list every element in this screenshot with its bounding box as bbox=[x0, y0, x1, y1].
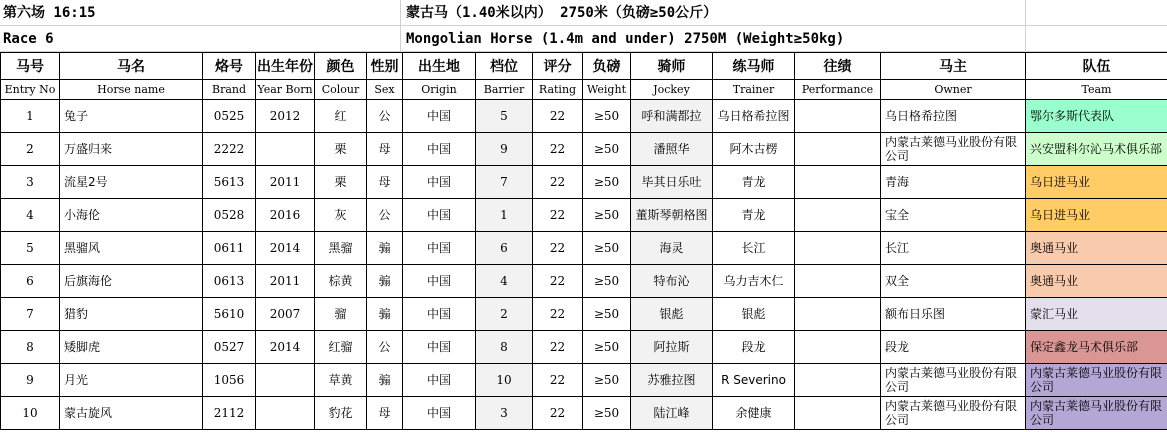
performance-cell[interactable] bbox=[795, 100, 881, 133]
column-header-cn[interactable]: 马名 bbox=[60, 53, 203, 80]
empty-cell[interactable] bbox=[1026, 26, 1167, 52]
column-header-en[interactable]: Brand bbox=[203, 80, 256, 100]
brand-cell[interactable]: 0525 bbox=[203, 100, 256, 133]
colour-cell[interactable]: 骝 bbox=[315, 298, 367, 331]
trainer-cell[interactable]: 青龙 bbox=[713, 199, 795, 232]
entry-no-cell[interactable]: 1 bbox=[1, 100, 60, 133]
horse-name-cell[interactable]: 猎豹 bbox=[60, 298, 203, 331]
origin-cell[interactable]: 中国 bbox=[403, 232, 476, 265]
sex-cell[interactable]: 母 bbox=[367, 166, 403, 199]
team-cell[interactable]: 乌日进马业 bbox=[1026, 199, 1167, 232]
column-header-en[interactable]: Horse name bbox=[60, 80, 203, 100]
origin-cell[interactable]: 中国 bbox=[403, 133, 476, 166]
column-header-en[interactable]: Rating bbox=[533, 80, 583, 100]
rating-cell[interactable]: 22 bbox=[533, 100, 583, 133]
year-born-cell[interactable] bbox=[256, 133, 315, 166]
column-header-cn[interactable]: 出生年份 bbox=[256, 53, 315, 80]
team-cell[interactable]: 乌日进马业 bbox=[1026, 166, 1167, 199]
origin-cell[interactable]: 中国 bbox=[403, 298, 476, 331]
table-row bbox=[1, 397, 1167, 430]
year-born-cell[interactable] bbox=[256, 364, 315, 397]
table-row bbox=[1, 100, 1167, 133]
rating-cell[interactable]: 22 bbox=[533, 232, 583, 265]
entry-no-cell[interactable]: 9 bbox=[1, 364, 60, 397]
race-description-en[interactable]: Mongolian Horse (1.4m and under) 2750M (Weight≥50kg) bbox=[401, 26, 1026, 52]
sex-cell[interactable]: 公 bbox=[367, 331, 403, 364]
team-cell[interactable]: 内蒙古莱德马业股份有限公司 bbox=[1026, 397, 1167, 430]
performance-cell[interactable] bbox=[795, 232, 881, 265]
column-header-en[interactable]: Colour bbox=[315, 80, 367, 100]
brand-cell[interactable]: 0613 bbox=[203, 265, 256, 298]
brand-cell[interactable]: 0528 bbox=[203, 199, 256, 232]
column-header-cn[interactable]: 评分 bbox=[533, 53, 583, 80]
barrier-cell[interactable]: 5 bbox=[476, 100, 533, 133]
performance-cell[interactable] bbox=[795, 133, 881, 166]
year-born-cell[interactable]: 2011 bbox=[256, 166, 315, 199]
horse-name-cell[interactable]: 后旗海伦 bbox=[60, 265, 203, 298]
colour-cell[interactable]: 黑骝 bbox=[315, 232, 367, 265]
owner-cell[interactable]: 青海 bbox=[881, 166, 1026, 199]
brand-cell[interactable]: 5610 bbox=[203, 298, 256, 331]
jockey-cell[interactable]: 苏雅拉图 bbox=[631, 364, 713, 397]
weight-cell[interactable]: ≥50 bbox=[583, 298, 631, 331]
trainer-cell[interactable]: 段龙 bbox=[713, 331, 795, 364]
jockey-cell[interactable]: 陆江峰 bbox=[631, 397, 713, 430]
horse-name-cell[interactable]: 黑骝风 bbox=[60, 232, 203, 265]
weight-cell[interactable]: ≥50 bbox=[583, 364, 631, 397]
rating-cell[interactable]: 22 bbox=[533, 397, 583, 430]
jockey-cell[interactable]: 呼和满都拉 bbox=[631, 100, 713, 133]
year-born-cell[interactable]: 2014 bbox=[256, 331, 315, 364]
colour-cell[interactable]: 栗 bbox=[315, 133, 367, 166]
barrier-cell[interactable]: 10 bbox=[476, 364, 533, 397]
entry-no-cell[interactable]: 2 bbox=[1, 133, 60, 166]
year-born-cell[interactable]: 2016 bbox=[256, 199, 315, 232]
barrier-cell[interactable]: 7 bbox=[476, 166, 533, 199]
header-row-chinese bbox=[1, 53, 1167, 80]
column-header-cn[interactable]: 负磅 bbox=[583, 53, 631, 80]
header-row-english bbox=[1, 80, 1167, 100]
owner-cell[interactable]: 双全 bbox=[881, 265, 1026, 298]
column-header-en[interactable]: Sex bbox=[367, 80, 403, 100]
rating-cell[interactable]: 22 bbox=[533, 364, 583, 397]
weight-cell[interactable]: ≥50 bbox=[583, 133, 631, 166]
race-number-time[interactable]: 第六场 16:15 bbox=[0, 0, 401, 26]
race-entries-table bbox=[0, 52, 1167, 430]
column-header-cn[interactable]: 烙号 bbox=[203, 53, 256, 80]
barrier-cell[interactable]: 2 bbox=[476, 298, 533, 331]
year-born-cell[interactable]: 2007 bbox=[256, 298, 315, 331]
column-header-en[interactable]: Trainer bbox=[713, 80, 795, 100]
column-header-cn[interactable]: 档位 bbox=[476, 53, 533, 80]
rating-cell[interactable]: 22 bbox=[533, 298, 583, 331]
year-born-cell[interactable]: 2012 bbox=[256, 100, 315, 133]
barrier-cell[interactable]: 1 bbox=[476, 199, 533, 232]
team-cell[interactable]: 奥通马业 bbox=[1026, 232, 1167, 265]
barrier-cell[interactable]: 3 bbox=[476, 397, 533, 430]
sex-cell[interactable]: 骟 bbox=[367, 364, 403, 397]
sex-cell[interactable]: 母 bbox=[367, 133, 403, 166]
performance-cell[interactable] bbox=[795, 331, 881, 364]
team-cell[interactable]: 鄂尔多斯代表队 bbox=[1026, 100, 1167, 133]
weight-cell[interactable]: ≥50 bbox=[583, 100, 631, 133]
barrier-cell[interactable]: 8 bbox=[476, 331, 533, 364]
column-header-cn[interactable]: 往绩 bbox=[795, 53, 881, 80]
trainer-cell[interactable]: R Severino bbox=[713, 364, 795, 397]
colour-cell[interactable]: 红 bbox=[315, 100, 367, 133]
trainer-cell[interactable]: 青龙 bbox=[713, 166, 795, 199]
table-row bbox=[1, 364, 1167, 397]
colour-cell[interactable]: 豹花 bbox=[315, 397, 367, 430]
entry-no-cell[interactable]: 8 bbox=[1, 331, 60, 364]
column-header-cn[interactable]: 颜色 bbox=[315, 53, 367, 80]
team-cell[interactable]: 奥通马业 bbox=[1026, 265, 1167, 298]
brand-cell[interactable]: 2222 bbox=[203, 133, 256, 166]
sex-cell[interactable]: 骟 bbox=[367, 232, 403, 265]
column-header-en[interactable]: Jockey bbox=[631, 80, 713, 100]
horse-name-cell[interactable]: 月光 bbox=[60, 364, 203, 397]
team-cell[interactable]: 蒙汇马业 bbox=[1026, 298, 1167, 331]
table-row bbox=[1, 265, 1167, 298]
table-row bbox=[1, 298, 1167, 331]
horse-name-cell[interactable]: 万盛归来 bbox=[60, 133, 203, 166]
entry-no-cell[interactable]: 10 bbox=[1, 397, 60, 430]
horse-name-cell[interactable]: 小海伦 bbox=[60, 199, 203, 232]
owner-cell[interactable]: 额布日乐图 bbox=[881, 298, 1026, 331]
column-header-en[interactable]: Barrier bbox=[476, 80, 533, 100]
column-header-cn[interactable]: 出生地 bbox=[403, 53, 476, 80]
race-number-en[interactable]: Race 6 bbox=[0, 26, 401, 52]
entry-no-cell[interactable]: 6 bbox=[1, 265, 60, 298]
rating-cell[interactable]: 22 bbox=[533, 166, 583, 199]
sex-cell[interactable]: 骟 bbox=[367, 298, 403, 331]
weight-cell[interactable]: ≥50 bbox=[583, 199, 631, 232]
column-header-en[interactable]: Origin bbox=[403, 80, 476, 100]
trainer-cell[interactable]: 余健康 bbox=[713, 397, 795, 430]
horse-name-cell[interactable]: 流星2号 bbox=[60, 166, 203, 199]
performance-cell[interactable] bbox=[795, 298, 881, 331]
performance-cell[interactable] bbox=[795, 364, 881, 397]
column-header-cn[interactable]: 练马师 bbox=[713, 53, 795, 80]
sex-cell[interactable]: 母 bbox=[367, 397, 403, 430]
performance-cell[interactable] bbox=[795, 397, 881, 430]
rating-cell[interactable]: 22 bbox=[533, 265, 583, 298]
year-born-cell[interactable]: 2011 bbox=[256, 265, 315, 298]
weight-cell[interactable]: ≥50 bbox=[583, 331, 631, 364]
team-cell[interactable]: 内蒙古莱德马业股份有限公司 bbox=[1026, 364, 1167, 397]
colour-cell[interactable]: 红骝 bbox=[315, 331, 367, 364]
race-description-cn[interactable]: 蒙古马（1.40米以内） 2750米（负磅≥50公斤） bbox=[401, 0, 1026, 26]
colour-cell[interactable]: 棕黄 bbox=[315, 265, 367, 298]
origin-cell[interactable]: 中国 bbox=[403, 397, 476, 430]
sex-cell[interactable]: 公 bbox=[367, 199, 403, 232]
column-header-cn[interactable]: 骑师 bbox=[631, 53, 713, 80]
column-header-cn[interactable]: 队伍 bbox=[1026, 53, 1167, 80]
column-header-cn[interactable]: 马主 bbox=[881, 53, 1026, 80]
performance-cell[interactable] bbox=[795, 166, 881, 199]
column-header-en[interactable]: Team bbox=[1026, 80, 1167, 100]
weight-cell[interactable]: ≥50 bbox=[583, 397, 631, 430]
jockey-cell[interactable]: 银彪 bbox=[631, 298, 713, 331]
rating-cell[interactable]: 22 bbox=[533, 133, 583, 166]
brand-cell[interactable]: 0611 bbox=[203, 232, 256, 265]
owner-cell[interactable]: 内蒙古莱德马业股份有限公司 bbox=[881, 364, 1026, 397]
performance-cell[interactable] bbox=[795, 265, 881, 298]
origin-cell[interactable]: 中国 bbox=[403, 265, 476, 298]
column-header-en[interactable]: Entry No bbox=[1, 80, 60, 100]
jockey-cell[interactable]: 董斯琴朝格图 bbox=[631, 199, 713, 232]
jockey-cell[interactable]: 特布沁 bbox=[631, 265, 713, 298]
origin-cell[interactable]: 中国 bbox=[403, 100, 476, 133]
trainer-cell[interactable]: 乌力吉木仁 bbox=[713, 265, 795, 298]
year-born-cell[interactable]: 2014 bbox=[256, 232, 315, 265]
jockey-cell[interactable]: 潘照华 bbox=[631, 133, 713, 166]
entry-no-cell[interactable]: 4 bbox=[1, 199, 60, 232]
table-body bbox=[1, 100, 1167, 430]
table-row bbox=[1, 199, 1167, 232]
barrier-cell[interactable]: 6 bbox=[476, 232, 533, 265]
team-cell[interactable]: 保定鑫龙马术俱乐部 bbox=[1026, 331, 1167, 364]
column-header-en[interactable]: Performance bbox=[795, 80, 881, 100]
colour-cell[interactable]: 草黄 bbox=[315, 364, 367, 397]
trainer-cell[interactable]: 银彪 bbox=[713, 298, 795, 331]
table-row bbox=[1, 331, 1167, 364]
weight-cell[interactable]: ≥50 bbox=[583, 232, 631, 265]
barrier-cell[interactable]: 9 bbox=[476, 133, 533, 166]
column-header-en[interactable]: Owner bbox=[881, 80, 1026, 100]
trainer-cell[interactable]: 乌日格希拉图 bbox=[713, 100, 795, 133]
brand-cell[interactable]: 2112 bbox=[203, 397, 256, 430]
jockey-cell[interactable]: 毕其日乐吐 bbox=[631, 166, 713, 199]
sex-cell[interactable]: 骟 bbox=[367, 265, 403, 298]
jockey-cell[interactable]: 海灵 bbox=[631, 232, 713, 265]
weight-cell[interactable]: ≥50 bbox=[583, 166, 631, 199]
title-row-english bbox=[0, 26, 1167, 52]
table-row bbox=[1, 133, 1167, 166]
trainer-cell[interactable]: 长江 bbox=[713, 232, 795, 265]
column-header-cn[interactable]: 性别 bbox=[367, 53, 403, 80]
weight-cell[interactable]: ≥50 bbox=[583, 265, 631, 298]
empty-cell[interactable] bbox=[1026, 0, 1167, 26]
column-header-cn[interactable]: 马号 bbox=[1, 53, 60, 80]
owner-cell[interactable]: 段龙 bbox=[881, 331, 1026, 364]
horse-name-cell[interactable]: 蒙古旋风 bbox=[60, 397, 203, 430]
horse-name-cell[interactable]: 矮脚虎 bbox=[60, 331, 203, 364]
entry-no-cell[interactable]: 3 bbox=[1, 166, 60, 199]
team-cell[interactable]: 兴安盟科尔沁马术俱乐部 bbox=[1026, 133, 1167, 166]
year-born-cell[interactable] bbox=[256, 397, 315, 430]
horse-name-cell[interactable]: 兔子 bbox=[60, 100, 203, 133]
owner-cell[interactable]: 宝全 bbox=[881, 199, 1026, 232]
trainer-cell[interactable]: 阿木古楞 bbox=[713, 133, 795, 166]
column-header-en[interactable]: Weight bbox=[583, 80, 631, 100]
origin-cell[interactable]: 中国 bbox=[403, 166, 476, 199]
table-row bbox=[1, 232, 1167, 265]
table-row bbox=[1, 166, 1167, 199]
brand-cell[interactable]: 1056 bbox=[203, 364, 256, 397]
origin-cell[interactable]: 中国 bbox=[403, 364, 476, 397]
rating-cell[interactable]: 22 bbox=[533, 199, 583, 232]
owner-cell[interactable]: 内蒙古莱德马业股份有限公司 bbox=[881, 397, 1026, 430]
title-row-chinese bbox=[0, 0, 1167, 26]
origin-cell[interactable]: 中国 bbox=[403, 331, 476, 364]
brand-cell[interactable]: 5613 bbox=[203, 166, 256, 199]
rating-cell[interactable]: 22 bbox=[533, 331, 583, 364]
sex-cell[interactable]: 公 bbox=[367, 100, 403, 133]
origin-cell[interactable]: 中国 bbox=[403, 199, 476, 232]
brand-cell[interactable]: 0527 bbox=[203, 331, 256, 364]
colour-cell[interactable]: 栗 bbox=[315, 166, 367, 199]
owner-cell[interactable]: 长江 bbox=[881, 232, 1026, 265]
performance-cell[interactable] bbox=[795, 199, 881, 232]
colour-cell[interactable]: 灰 bbox=[315, 199, 367, 232]
column-header-en[interactable]: Year Born bbox=[256, 80, 315, 100]
owner-cell[interactable]: 内蒙古莱德马业股份有限公司 bbox=[881, 133, 1026, 166]
entry-no-cell[interactable]: 5 bbox=[1, 232, 60, 265]
entry-no-cell[interactable]: 7 bbox=[1, 298, 60, 331]
jockey-cell[interactable]: 阿拉斯 bbox=[631, 331, 713, 364]
barrier-cell[interactable]: 4 bbox=[476, 265, 533, 298]
owner-cell[interactable]: 乌日格希拉图 bbox=[881, 100, 1026, 133]
